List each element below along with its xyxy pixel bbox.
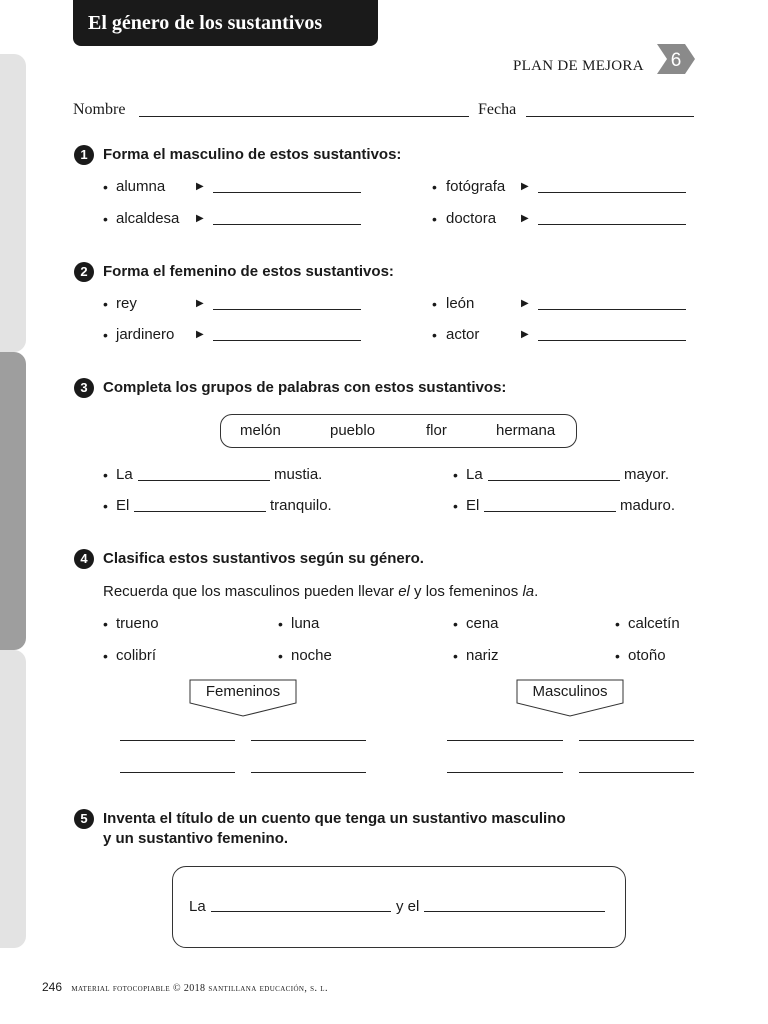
page-number: 246	[42, 980, 63, 994]
side-tab-bottom	[0, 650, 26, 948]
ex2-answer-line[interactable]	[538, 340, 686, 341]
ex4-word: trueno	[116, 615, 159, 632]
bullet-icon: •	[615, 648, 620, 664]
ex2-word: jardinero	[116, 326, 175, 343]
ex1-answer-line[interactable]	[538, 192, 686, 193]
arrow-right-icon: ▶	[521, 181, 529, 192]
masculinos-label: Masculinos	[532, 683, 608, 700]
bullet-icon: •	[432, 211, 437, 227]
exercise-4-number: 4	[74, 549, 94, 569]
masculinos-answer-line[interactable]	[579, 740, 694, 741]
ex2-word: rey	[116, 295, 137, 312]
ex1-word: alumna	[116, 178, 166, 195]
femeninos-answer-line[interactable]	[251, 740, 366, 741]
arrow-right-icon: ▶	[521, 329, 529, 340]
ex3-article: El	[116, 497, 130, 514]
bullet-icon: •	[103, 467, 108, 483]
plan-label: PLAN DE MEJORA	[513, 58, 644, 74]
plan-number: 6	[670, 50, 682, 71]
exercise-1-heading: Forma el masculino de estos sustantivos:	[103, 146, 402, 163]
ex3-article: La	[116, 466, 133, 483]
bullet-icon: •	[615, 616, 620, 632]
ex3-ending: mustia.	[274, 466, 323, 483]
ex3-answer-line[interactable]	[484, 511, 616, 512]
ex2-answer-line[interactable]	[538, 309, 686, 310]
ex1-answer-line[interactable]	[213, 224, 361, 225]
word-bank-item: pueblo	[330, 422, 376, 439]
footer-copyright: material fotocopiable © 2018 santillana educación, s. l.	[71, 983, 328, 994]
ex1-answer-line[interactable]	[538, 224, 686, 225]
bullet-icon: •	[278, 616, 283, 632]
exercise-3-number: 3	[74, 378, 94, 398]
masculinos-answer-line[interactable]	[447, 740, 563, 741]
bullet-icon: •	[103, 498, 108, 514]
exercise-2-heading: Forma el femenino de estos sustantivos:	[103, 263, 394, 280]
ex5-connector: y el	[396, 898, 420, 915]
ex4-word: cena	[466, 615, 499, 632]
arrow-right-icon: ▶	[521, 213, 529, 224]
ex3-answer-line[interactable]	[138, 480, 270, 481]
arrow-right-icon: ▶	[196, 213, 204, 224]
bullet-icon: •	[432, 327, 437, 343]
ex3-ending: mayor.	[624, 466, 670, 483]
bullet-icon: •	[103, 211, 108, 227]
arrow-right-icon: ▶	[196, 329, 204, 340]
femeninos-label: Femeninos	[205, 683, 281, 700]
ex3-answer-line[interactable]	[488, 480, 620, 481]
page-title: El género de los sustantivos	[73, 0, 378, 46]
name-label: Nombre	[73, 101, 126, 118]
ex5-answer-line-2[interactable]	[424, 911, 605, 912]
ex2-word: león	[446, 295, 475, 312]
exercise-4-heading: Clasifica estos sustantivos según su género.	[103, 550, 424, 567]
arrow-right-icon: ▶	[196, 298, 204, 309]
exercise-4-hint: Recuerda que los masculinos pueden llevar el y los femeninos la.	[103, 583, 539, 600]
name-field[interactable]	[139, 116, 469, 117]
ex4-word: noche	[291, 647, 332, 664]
side-tab-top	[0, 54, 26, 352]
ex5-answer-line-1[interactable]	[211, 911, 391, 912]
exercise-1-number: 1	[74, 145, 94, 165]
femeninos-answer-line[interactable]	[120, 740, 235, 741]
bullet-icon: •	[278, 648, 283, 664]
ex4-word: nariz	[466, 647, 499, 664]
bullet-icon: •	[103, 179, 108, 195]
ex1-answer-line[interactable]	[213, 192, 361, 193]
ex3-answer-line[interactable]	[134, 511, 266, 512]
footer	[42, 980, 328, 994]
word-bank-item: melón	[240, 422, 281, 439]
ex2-word: actor	[446, 326, 480, 343]
bullet-icon: •	[103, 296, 108, 312]
ex3-ending: maduro.	[620, 497, 676, 514]
arrow-right-icon: ▶	[196, 181, 204, 192]
ex3-ending: tranquilo.	[270, 497, 332, 514]
ex3-article: La	[466, 466, 483, 483]
ex2-answer-line[interactable]	[213, 340, 361, 341]
bullet-icon: •	[453, 648, 458, 664]
bullet-icon: •	[432, 179, 437, 195]
ex4-word: colibrí	[116, 647, 157, 664]
bullet-icon: •	[103, 648, 108, 664]
masculinos-answer-line[interactable]	[579, 772, 694, 773]
exercise-5-number: 5	[74, 809, 94, 829]
masculinos-answer-line[interactable]	[447, 772, 563, 773]
ex5-article-la: La	[189, 898, 206, 915]
arrow-right-icon: ▶	[521, 298, 529, 309]
bullet-icon: •	[453, 616, 458, 632]
plan-number-badge	[655, 42, 697, 76]
ex4-word: otoño	[628, 647, 666, 664]
ex2-answer-line[interactable]	[213, 309, 361, 310]
ex1-word: fotógrafa	[446, 178, 506, 195]
exercise-2-number: 2	[74, 262, 94, 282]
ex3-article: El	[466, 497, 480, 514]
exercise-5-heading-line1: Inventa el título de un cuento que tenga un sustantivo masculino	[103, 810, 566, 827]
exercise-3-heading: Completa los grupos de palabras con estos sustantivos:	[103, 379, 507, 396]
date-field[interactable]	[526, 116, 694, 117]
word-bank-item: flor	[426, 422, 447, 439]
bullet-icon: •	[453, 467, 458, 483]
femeninos-answer-line[interactable]	[120, 772, 235, 773]
side-tab-middle	[0, 352, 26, 650]
bullet-icon: •	[103, 616, 108, 632]
bullet-icon: •	[453, 498, 458, 514]
word-bank-item: hermana	[496, 422, 556, 439]
ex1-word: alcaldesa	[116, 210, 180, 227]
bullet-icon: •	[432, 296, 437, 312]
bullet-icon: •	[103, 327, 108, 343]
exercise-5-heading-line2: y un sustantivo femenino.	[103, 830, 289, 847]
ex4-word: luna	[291, 615, 320, 632]
ex4-word: calcetín	[628, 615, 680, 632]
date-label: Fecha	[478, 101, 517, 118]
ex1-word: doctora	[446, 210, 497, 227]
femeninos-answer-line[interactable]	[251, 772, 366, 773]
